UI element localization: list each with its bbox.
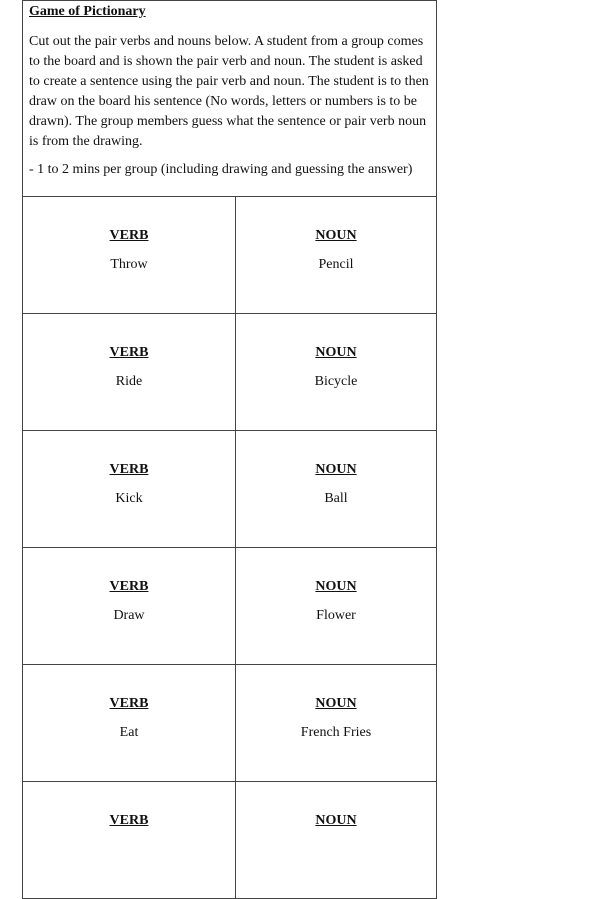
verb-heading: VERB (109, 345, 149, 360)
noun-heading: NOUN (315, 462, 357, 477)
verb-heading: VERB (109, 813, 149, 828)
noun-word: French Fries (300, 725, 372, 740)
noun-cell (236, 548, 436, 664)
verb-heading: VERB (109, 696, 149, 711)
verb-cell (23, 665, 236, 781)
noun-cell (236, 197, 436, 313)
pair-row (23, 314, 436, 431)
verb-heading: VERB (109, 228, 149, 243)
pair-row (23, 431, 436, 548)
verb-cell (23, 431, 236, 547)
instructions-text: Cut out the pair verbs and nouns below. A student from a group comes to the board and is shown the pair verb and noun. The student is asked to create a sentence using the pair verb and noun. The student is to then draw on the board his sentence (No words, letters or numbers is to be drawn). The group members guess what the sentence or pair verb noun is from the drawing. (29, 34, 429, 149)
pictionary-worksheet (22, 0, 437, 899)
verb-heading: VERB (109, 462, 149, 477)
verb-cell (23, 548, 236, 664)
verb-word: Ride (115, 374, 143, 389)
page-title: Game of Pictionary (29, 4, 146, 19)
noun-word: Flower (316, 608, 356, 623)
verb-cell (23, 197, 236, 313)
pair-row (23, 782, 436, 899)
noun-cell (236, 665, 436, 781)
verb-word: Draw (113, 608, 145, 623)
verb-word: Kick (115, 491, 143, 506)
noun-word: Bicycle (314, 374, 358, 389)
verb-cell (23, 314, 236, 430)
instructions-box (23, 1, 436, 197)
noun-cell (236, 431, 436, 547)
noun-heading: NOUN (315, 345, 357, 360)
verb-word: Eat (119, 725, 139, 740)
noun-heading: NOUN (315, 813, 357, 828)
noun-word: Ball (324, 491, 348, 506)
pair-row (23, 197, 436, 314)
verb-noun-table (23, 197, 436, 899)
noun-cell (236, 782, 436, 898)
pair-row (23, 665, 436, 782)
noun-heading: NOUN (315, 696, 357, 711)
verb-heading: VERB (109, 579, 149, 594)
pair-row (23, 548, 436, 665)
noun-cell (236, 314, 436, 430)
noun-heading: NOUN (315, 228, 357, 243)
noun-word: Pencil (318, 257, 354, 272)
timing-note: - 1 to 2 mins per group (including drawing and guessing the answer) (29, 162, 413, 177)
verb-word: Throw (110, 257, 148, 272)
verb-cell (23, 782, 236, 898)
noun-heading: NOUN (315, 579, 357, 594)
